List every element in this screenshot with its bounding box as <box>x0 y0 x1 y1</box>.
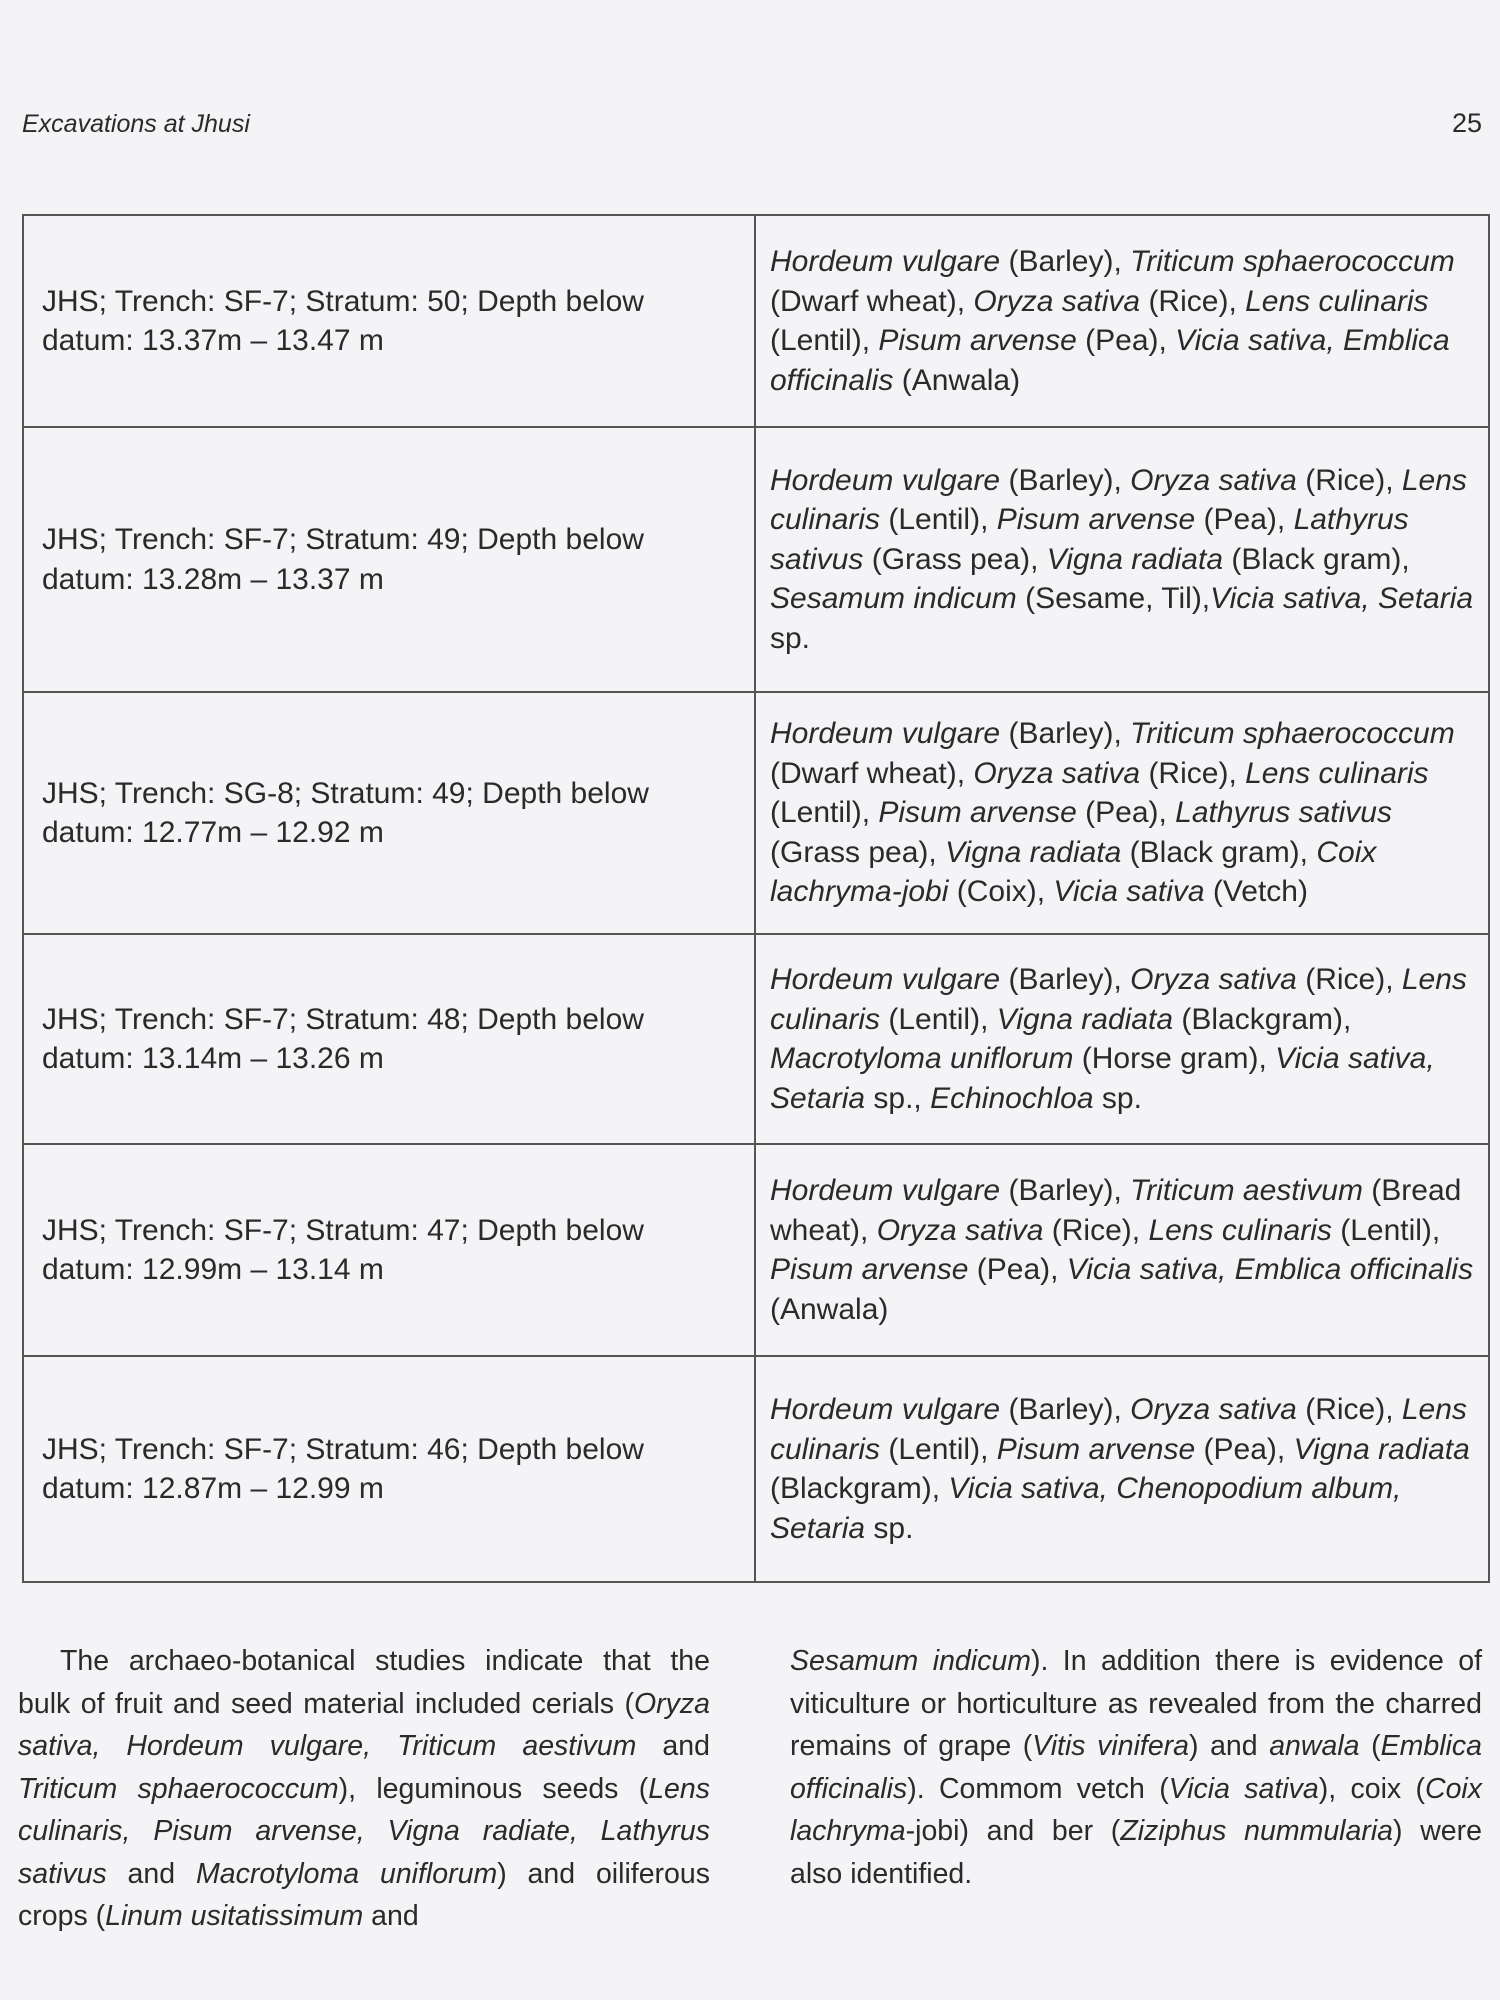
page-number: 25 <box>1451 108 1482 138</box>
text-run: (Lentil), <box>1331 1213 1441 1247</box>
italic-run: Hordeum vulgare <box>770 245 1001 278</box>
text-run: (Vetch) <box>1204 875 1308 909</box>
table-row <box>23 934 1489 1144</box>
species-cell <box>755 427 1489 692</box>
table-row <box>23 692 1489 934</box>
text-run: (Coix), <box>948 875 1054 909</box>
text-run: (Pea), <box>1195 1432 1294 1466</box>
text-run: (Bread wheat), <box>770 1174 1462 1247</box>
sample-cell: JHS; Trench: SF-7; Stratum: 47; Depth below datum: 12.99m – 13.14 m <box>23 1144 755 1356</box>
italic-run: Hordeum vulgare <box>770 717 1001 751</box>
italic-run: Vicia sativa, Setaria <box>1210 582 1474 616</box>
text-run: -jobi) and ber ( <box>905 1815 1121 1847</box>
italic-run: Hordeum vulgare <box>770 463 1001 497</box>
species-cell <box>755 934 1489 1144</box>
italic-run: Oryza sativa <box>973 284 1141 318</box>
italic-run: Oryza sativa <box>1130 963 1297 996</box>
text-run: (Pea), <box>1076 324 1176 357</box>
text-run: (Dwarf wheat), <box>770 756 974 790</box>
text-run: (Horse gram), <box>1073 1042 1276 1075</box>
italic-run: Triticum sphaerococcum <box>1130 245 1455 278</box>
italic-run: Vigna radiata <box>1046 542 1224 576</box>
text-run: (Barley), <box>1000 245 1131 278</box>
text-run: (Grass pea), <box>770 835 946 869</box>
italic-run: Lens culinaris <box>770 1393 1467 1466</box>
italic-run: Oryza sativa, Hordeum vulgare, Triticum aestivum <box>18 1687 710 1762</box>
text-run: (Rice), <box>1296 963 1402 996</box>
text-run: and <box>636 1730 710 1762</box>
archaeobotanical-samples-table <box>22 214 1490 1583</box>
text-run: (Pea), <box>1076 796 1176 830</box>
italic-run: Vicia sativa, Setaria <box>770 1042 1435 1115</box>
left-column <box>18 1640 710 1938</box>
text-run: (Barley), <box>1000 1393 1131 1426</box>
italic-run: Pisum arvense <box>996 503 1196 537</box>
italic-run: Oryza sativa <box>876 1213 1044 1247</box>
sample-cell: JHS; Trench: SF-7; Stratum: 48; Depth below datum: 13.14m – 13.26 m <box>23 934 755 1144</box>
italic-run: Lens culinaris <box>1245 284 1429 318</box>
italic-run: Echinochloa <box>930 1081 1094 1115</box>
text-run: (Blackgram), <box>1173 1002 1352 1036</box>
species-cell <box>755 1356 1489 1582</box>
text-run: sp., <box>865 1081 931 1115</box>
sample-cell: JHS; Trench: SF-7; Stratum: 49; Depth below datum: 13.28m – 13.37 m <box>23 427 755 692</box>
italic-run: Oryza sativa <box>973 756 1141 790</box>
italic-run: Lathyrus sativus <box>770 503 1409 576</box>
italic-run: Pisum arvense <box>996 1432 1196 1466</box>
text-run: (Rice), <box>1296 1393 1402 1426</box>
table-row <box>23 427 1489 692</box>
italic-run: Hordeum vulgare <box>770 1174 1001 1207</box>
species-cell <box>755 1144 1489 1356</box>
italic-run: Pisum arvense <box>878 324 1077 357</box>
italic-run: Vigna radiata <box>996 1002 1174 1036</box>
italic-run: Lens culinaris, Pisum arvense, Vigna radiate, Lathyrus sativus <box>18 1772 711 1890</box>
italic-run: Oryza sativa <box>1130 1393 1297 1426</box>
italic-run: Pisum arvense <box>770 1253 969 1286</box>
italic-run: Sesamum indicum <box>790 1645 1031 1677</box>
italic-run: Coix lachryma-jobi <box>770 835 1377 909</box>
italic-run: Hordeum vulgare <box>770 963 1001 996</box>
italic-run: Lens culinaris <box>1245 756 1429 790</box>
italic-run: Lens culinaris <box>1148 1213 1332 1247</box>
text-run: ) and oiliferous crops ( <box>18 1857 711 1932</box>
text-run: ), leguminous seeds ( <box>338 1772 649 1805</box>
italic-run: Vicia sativa <box>1168 1772 1319 1805</box>
right-column <box>790 1640 1482 1938</box>
text-run: (Barley), <box>1000 963 1131 996</box>
species-cell <box>755 692 1489 934</box>
italic-run: Macrotyloma uniflorum <box>770 1042 1074 1075</box>
text-run: The archaeo-botanical studies indicate that the bulk of fruit and seed material included cerials ( <box>18 1645 710 1720</box>
italic-run: Oryza sativa <box>1130 463 1297 497</box>
italic-run: Pisum arvense <box>878 796 1077 830</box>
body-paragraph <box>18 1640 710 1938</box>
sample-cell: JHS; Trench: SF-7; Stratum: 50; Depth below datum: 13.37m – 13.47 m <box>23 215 755 427</box>
italic-run: Emblica officinalis <box>790 1730 1482 1805</box>
text-run: ), coix ( <box>1318 1772 1425 1805</box>
italic-run: Macrotyloma uniflorum <box>195 1857 498 1890</box>
text-run: (Rice), <box>1140 756 1246 790</box>
text-run: (Grass pea), <box>863 542 1047 576</box>
text-run: (Blackgram), <box>770 1472 949 1505</box>
italic-run: Vigna radiata <box>1293 1432 1470 1466</box>
species-cell <box>755 215 1489 427</box>
text-run: (Barley), <box>1000 717 1131 751</box>
text-run: (Barley), <box>1000 463 1131 497</box>
italic-run: Coix lachryma <box>790 1772 1482 1847</box>
text-run: (Anwala) <box>770 1292 889 1326</box>
italic-run: Vitis vinifera <box>1032 1730 1190 1762</box>
italic-run: Vicia sativa, Emblica officinalis <box>770 324 1450 397</box>
text-run: and <box>106 1857 196 1890</box>
text-run: and <box>363 1900 419 1932</box>
text-run: (Pea), <box>1195 503 1294 537</box>
italic-run: Triticum aestivum <box>1130 1174 1363 1207</box>
body-text <box>18 1640 1482 1938</box>
text-run: (Dwarf wheat), <box>770 284 974 318</box>
italic-run: Ziziphus nummularia <box>1120 1815 1394 1847</box>
text-run: ) were also identified. <box>790 1815 1482 1890</box>
text-run: (Sesame, Til), <box>1016 582 1211 616</box>
italic-run: Vicia sativa, Chenopodium album, Setaria <box>770 1472 1402 1545</box>
text-run: (Lentil), <box>880 1002 997 1036</box>
text-run: sp. <box>770 621 811 655</box>
text-run: ) and <box>1189 1730 1270 1762</box>
italic-run: Lens culinaris <box>770 963 1467 1036</box>
italic-run: Lathyrus sativus <box>1175 796 1392 830</box>
text-run: (Lentil), <box>770 796 879 830</box>
text-run: (Black gram), <box>1223 542 1410 576</box>
table-row <box>23 215 1489 427</box>
text-run: sp. <box>1093 1081 1142 1115</box>
text-run: (Barley), <box>1000 1174 1131 1207</box>
body-paragraph <box>790 1640 1482 1895</box>
text-run: (Rice), <box>1296 463 1402 497</box>
table-row <box>23 1356 1489 1582</box>
text-run: (Rice), <box>1043 1213 1149 1247</box>
italic-run: anwala <box>1269 1730 1360 1762</box>
italic-run: Lens culinaris <box>770 463 1467 537</box>
text-run: ( <box>1359 1730 1381 1762</box>
italic-run: Linum usitatissimum <box>105 1900 364 1932</box>
italic-run: Vicia sativa <box>1053 875 1205 909</box>
sample-cell: JHS; Trench: SG-8; Stratum: 49; Depth below datum: 12.77m – 12.92 m <box>23 692 755 934</box>
text-run: ). In addition there is evidence of viticulture or horticulture as revealed from the charred remains of grape ( <box>790 1645 1483 1762</box>
text-run: (Lentil), <box>880 1432 997 1466</box>
running-head <box>22 108 1482 139</box>
text-run: (Pea), <box>968 1253 1067 1286</box>
italic-run: Vicia sativa, Emblica officinalis <box>1066 1253 1474 1286</box>
table-row <box>23 1144 1489 1356</box>
text-run: (Rice), <box>1140 284 1246 318</box>
text-run: (Anwala) <box>893 363 1021 397</box>
text-run: (Black gram), <box>1121 835 1317 869</box>
text-run: ). Commom vetch ( <box>907 1772 1169 1805</box>
italic-run: Triticum sphaerococcum <box>1130 717 1455 751</box>
text-run: sp. <box>865 1511 914 1545</box>
text-run: (Lentil), <box>880 503 997 537</box>
italic-run: Hordeum vulgare <box>770 1393 1001 1426</box>
text-run: (Lentil), <box>770 324 879 357</box>
italic-run: Vigna radiata <box>945 835 1122 869</box>
italic-run: Triticum sphaerococcum <box>18 1772 339 1805</box>
sample-cell: JHS; Trench: SF-7; Stratum: 46; Depth below datum: 12.87m – 12.99 m <box>23 1356 755 1582</box>
running-title: Excavations at Jhusi <box>22 110 250 138</box>
italic-run: Sesamum indicum <box>770 582 1017 616</box>
